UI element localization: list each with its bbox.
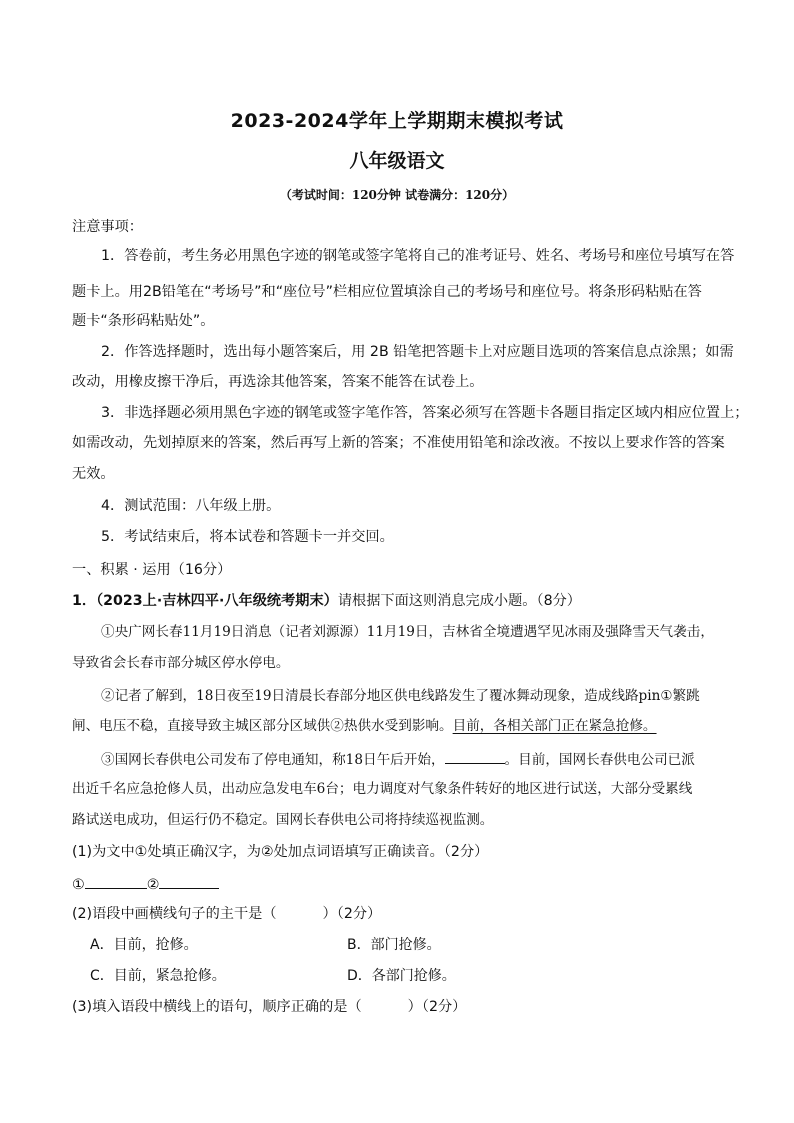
question-prompt: 请根据下面这则消息完成小题。（8分）: [337, 593, 581, 609]
prompt-text: (2)语段中画横线句子的主干是（: [72, 906, 277, 922]
option-d[interactable]: D．各部门抢修。: [347, 968, 456, 984]
notice-line: 如需改动，先划掉原来的答案，然后再写上新的答案；不准使用铅笔和涂改液。不按以上要求作答的答案: [72, 435, 725, 451]
notice-line: 无效。: [72, 466, 115, 482]
question-1-header: [72, 592, 581, 610]
section-heading: 一、积累 · 运用（16分）: [72, 562, 232, 578]
exam-title: 2023-2024学年上学期期末模拟考试: [230, 110, 564, 132]
passage-line: [72, 717, 657, 735]
notice-line: 改动，用橡皮擦干净后，再选涂其他答案，答案不能答在试卷上。: [72, 374, 484, 390]
passage-line: 路试送电成功，但运行仍不稳定。国网长春供电公司将持续巡视监测。: [72, 812, 494, 828]
passage-text: ③国网长春供电公司发布了停电通知，称18日午后开始，: [101, 752, 445, 768]
subquestion-3-prompt: [72, 998, 466, 1016]
exam-subtitle: 八年级语文: [349, 150, 445, 172]
passage-line: ②记者了解到，18日夜至19日清晨长春部分地区供电线路发生了覆冰舞动现象，造成线路pin①繁跳: [101, 688, 700, 704]
passage-line: 导致省会长春市部分城区停水停电。: [72, 655, 290, 671]
option-a[interactable]: A．目前，抢修。: [90, 937, 198, 953]
passage-line: [101, 749, 695, 769]
fill-blank[interactable]: [445, 749, 505, 764]
option-c[interactable]: C．目前，紧急抢修。: [90, 968, 226, 984]
exam-info: （考试时间：120分钟 试卷满分：120分）: [279, 188, 515, 202]
passage-text: 。目前，国网长春供电公司已派: [504, 752, 695, 768]
passage-text: 闸、电压不稳，直接导致主城区部分区域供②热供水受到影响。: [72, 718, 453, 734]
passage-line: ①央广网长春11月19日消息（记者刘源源）11月19日，吉林省全境遭遇罕见冰雨及强降雪天气袭击，: [101, 624, 714, 640]
notice-line: 3．非选择题必须用黑色字迹的钢笔或签字笔作答，答案必须写在答题卡各题目指定区域内相应位置上；: [101, 405, 749, 421]
question-number: 1．: [72, 593, 97, 609]
notice-line: 5．考试结束后，将本试卷和答题卡一并交回。: [101, 529, 394, 545]
question-source: （2023上·吉林四平·八年级统考期末）: [96, 593, 338, 609]
option-b[interactable]: B．部门抢修。: [347, 937, 441, 953]
answer-blank[interactable]: [159, 874, 219, 889]
underlined-sentence: 目前，各相关部门正在紧急抢修。: [452, 718, 657, 734]
prompt-text: (3)填入语段中横线上的语句，顺序正确的是（: [72, 999, 362, 1015]
notice-line: 1．答卷前，考生务必用黑色字迹的钢笔或签字笔将自己的准考证号、姓名、考场号和座位号填写在答: [101, 248, 735, 264]
subquestion-2-prompt: [72, 905, 381, 923]
answer-blank[interactable]: [85, 874, 147, 889]
prompt-text: ）（2分）: [407, 999, 467, 1015]
notice-heading: 注意事项：: [72, 219, 143, 235]
notice-line: 2．作答选择题时，选出每小题答案后，用 2B 铅笔把答题卡上对应题目选项的答案信息点涂黑；如需: [101, 344, 734, 360]
notice-line: 题卡“条形码粘贴处”。: [72, 313, 215, 329]
subquestion-1-prompt: (1)为文中①处填正确汉字，为②处加点词语填写正确读音。（2分）: [72, 844, 489, 860]
subquestion-1-answer-line: [72, 874, 219, 894]
notice-line: 题卡上。用2B铅笔在“考场号”和“座位号”栏相应位置填涂自己的考场号和座位号。将条形码粘贴在答: [72, 284, 702, 300]
answer-label: ②: [146, 877, 160, 893]
passage-line: 出近千名应急抢修人员，出动应急发电车6台；电力调度对气象条件转好的地区进行试送，大部分受累线: [72, 781, 693, 797]
prompt-text: ）（2分）: [322, 906, 382, 922]
answer-label: ①: [72, 877, 85, 893]
notice-line: 4．测试范围：八年级上册。: [101, 498, 281, 514]
